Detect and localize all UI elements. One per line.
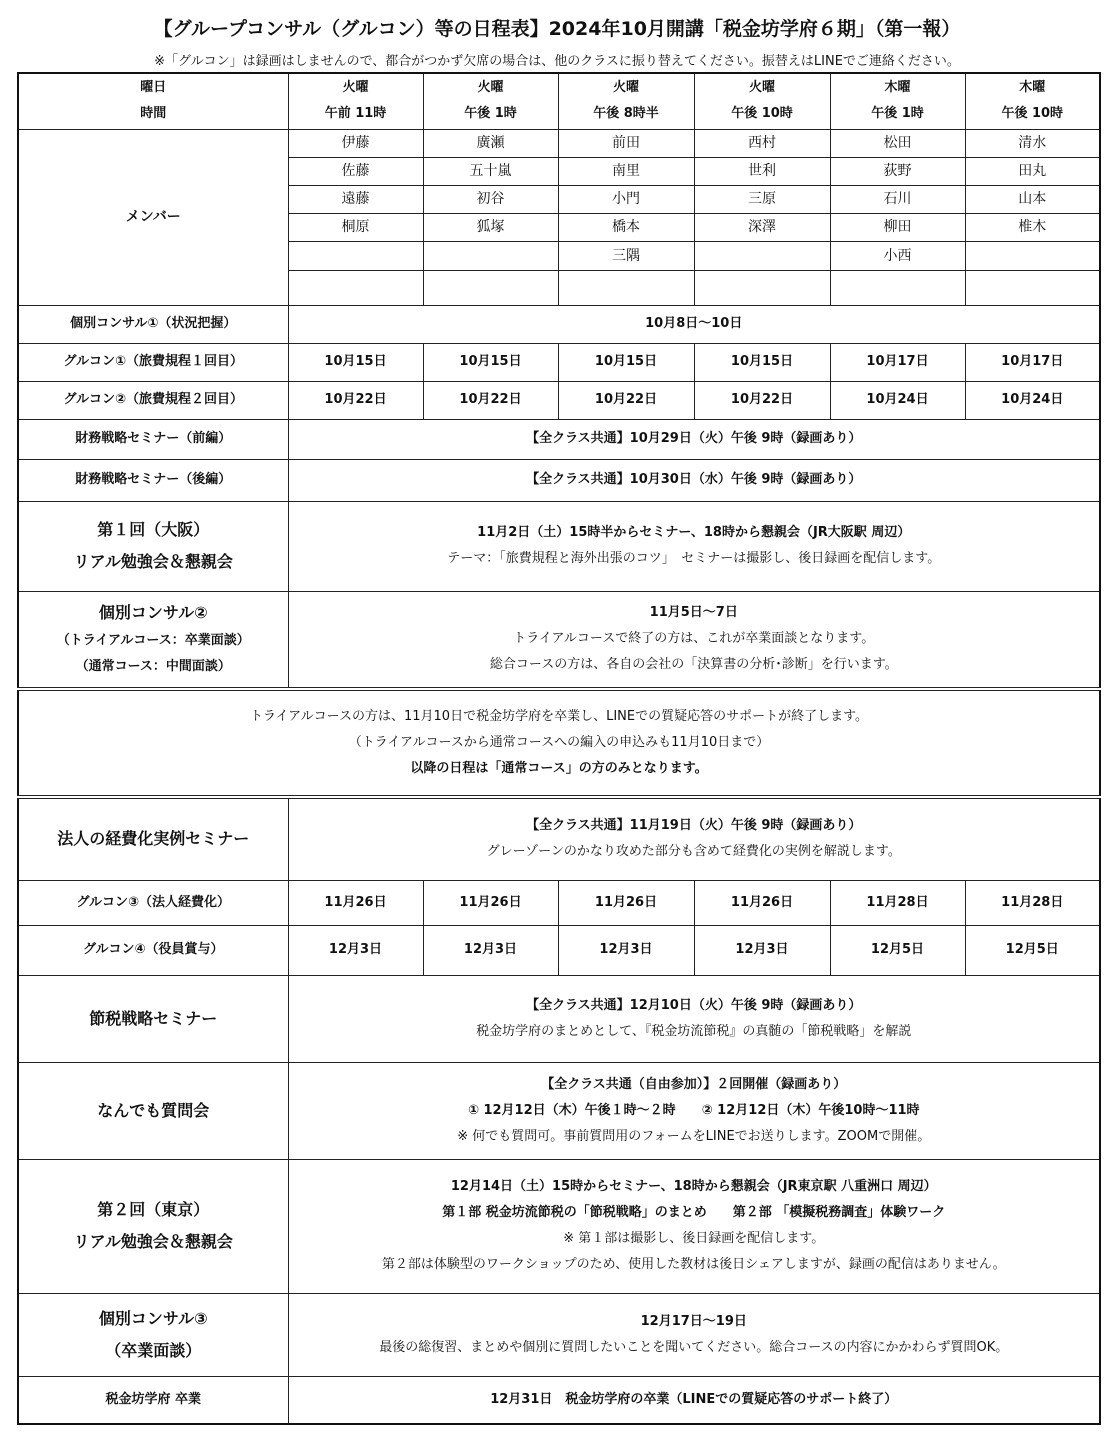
row-kobetsu2 bbox=[18, 591, 1100, 689]
row-label bbox=[18, 1062, 288, 1159]
class-day: 木曜 bbox=[1019, 80, 1046, 96]
row-label bbox=[18, 1293, 288, 1376]
value: 12月31日 税金坊学府の卒業（LINEでの質疑応答のサポート終了） bbox=[490, 1391, 898, 1407]
member-name bbox=[558, 270, 694, 305]
class-header bbox=[830, 73, 965, 129]
member-name: 西村 bbox=[694, 129, 830, 157]
session-date: 10月15日 bbox=[558, 343, 694, 381]
label: （トライアルコース：卒業面談） bbox=[56, 633, 250, 649]
session-date: 11月28日 bbox=[965, 880, 1100, 925]
member-name bbox=[423, 270, 558, 305]
session-date: 11月26日 bbox=[558, 880, 694, 925]
session-date: 12月3日 bbox=[288, 925, 423, 975]
class-day: 火曜 bbox=[342, 80, 369, 96]
session-date: 10月15日 bbox=[423, 343, 558, 381]
member-name: 三隅 bbox=[558, 241, 694, 270]
session-date: 10月22日 bbox=[288, 381, 423, 419]
label: 第１回（大阪） bbox=[97, 520, 210, 539]
row-content bbox=[288, 975, 1100, 1062]
row-label: グルコン①（旅費規程１回目） bbox=[18, 343, 288, 381]
member-name: 小西 bbox=[830, 241, 965, 270]
class-time: 午後 10時 bbox=[731, 106, 793, 122]
session-date: 10月15日 bbox=[694, 343, 830, 381]
member-name: 椎木 bbox=[965, 213, 1100, 241]
member-name: 桐原 bbox=[288, 213, 423, 241]
line: 【全クラス共通】11月19日（火）午後 9時（録画あり） bbox=[526, 818, 862, 834]
line: テーマ：「旅費規程と海外出張のコツ」 セミナーは撮影し、後日録画を配信します。 bbox=[447, 551, 941, 566]
row-content bbox=[288, 591, 1100, 689]
session-date: 11月26日 bbox=[288, 880, 423, 925]
label: 財務戦略セミナー（後編） bbox=[75, 472, 232, 487]
class-header bbox=[423, 73, 558, 129]
row-label bbox=[18, 1159, 288, 1293]
class-header bbox=[558, 73, 694, 129]
member-name: 清水 bbox=[965, 129, 1100, 157]
header-row bbox=[18, 73, 1100, 129]
row-label bbox=[18, 501, 288, 591]
class-day: 木曜 bbox=[884, 80, 911, 96]
session-date: 11月26日 bbox=[423, 880, 558, 925]
day-time-label bbox=[18, 73, 288, 129]
session-date: 10月22日 bbox=[558, 381, 694, 419]
member-name bbox=[288, 270, 423, 305]
line: トライアルコースの方は、11月10日で税金坊学府を卒業し、LINEでの質疑応答のサポートが終了します。 bbox=[249, 709, 869, 724]
label: 個別コンサル③ bbox=[98, 1308, 208, 1328]
session-date: 12月3日 bbox=[558, 925, 694, 975]
recording-note: ※「グルコン」は録画はしませんので、都合がつかず欠席の場合は、他のクラスに振り替えてください。振替えはLINEでご連絡ください。 bbox=[154, 54, 960, 69]
class-day: 火曜 bbox=[748, 80, 775, 96]
member-name: 前田 bbox=[558, 129, 694, 157]
label: 税金坊学府 卒業 bbox=[105, 1391, 202, 1407]
class-time: 午後 1時 bbox=[871, 106, 924, 122]
line: 税金坊学府のまとめとして、『税金坊流節税』の真髄の「節税戦略」を解説 bbox=[476, 1023, 912, 1039]
row-label bbox=[18, 975, 288, 1062]
row-houjin bbox=[18, 797, 1100, 880]
row-sotsugyo bbox=[18, 1376, 1100, 1424]
row-label bbox=[18, 419, 288, 459]
schedule-table bbox=[17, 72, 1101, 1425]
member-name: 荻野 bbox=[830, 157, 965, 185]
label: 個別コンサル② bbox=[98, 603, 208, 623]
trial-notice-row bbox=[18, 689, 1100, 797]
member-name bbox=[830, 270, 965, 305]
member-name: 廣瀬 bbox=[423, 129, 558, 157]
member-name: 山本 bbox=[965, 185, 1100, 213]
line: ※ 第１部は撮影し、後日録画を配信します。 bbox=[563, 1231, 825, 1246]
member-name bbox=[965, 241, 1100, 270]
row-content bbox=[288, 1062, 1100, 1159]
row-label: グルコン②（旅費規程２回目） bbox=[18, 381, 288, 419]
label: 節税戦略セミナー bbox=[89, 1008, 218, 1028]
line: グレーゾーンのかなり攻めた部分も含めて経費化の実例を解説します。 bbox=[486, 844, 901, 860]
line: 最後の総復習、まとめや個別に質問したいことを聞いてください。総合コースの内容にかかわらず質問OK。 bbox=[379, 1339, 1009, 1355]
line: 11月5日～7日 bbox=[649, 605, 738, 621]
line: 第２部は体験型のワークショップのため、使用した教材は後日シェアしますが、録画の配信はありません。 bbox=[381, 1257, 1006, 1272]
row-content bbox=[288, 419, 1100, 459]
session-date: 10月22日 bbox=[423, 381, 558, 419]
row-tokyo bbox=[18, 1159, 1100, 1293]
member-name bbox=[288, 241, 423, 270]
value: 【全クラス共通】10月29日（火）午後 9時（録画あり） bbox=[526, 431, 862, 446]
member-name: 田丸 bbox=[965, 157, 1100, 185]
row-label bbox=[18, 305, 288, 343]
session-date: 11月26日 bbox=[694, 880, 830, 925]
member-name: 柳田 bbox=[830, 213, 965, 241]
line: 【全クラス共通】12月10日（火）午後 9時（録画あり） bbox=[526, 997, 862, 1013]
time-label: 時間 bbox=[140, 106, 167, 122]
line: 以降の日程は「通常コース」の方のみとなります。 bbox=[410, 761, 708, 776]
member-name: 橋本 bbox=[558, 213, 694, 241]
row-gurucon3 bbox=[18, 880, 1100, 925]
label: 個別コンサル①（状況把握） bbox=[70, 316, 237, 331]
member-name: 五十嵐 bbox=[423, 157, 558, 185]
member-name: 松田 bbox=[830, 129, 965, 157]
line: 12月14日（土）15時からセミナー、18時から懇親会（JR東京駅 八重洲口 周辺） bbox=[450, 1179, 937, 1194]
member-name: 石川 bbox=[830, 185, 965, 213]
row-content bbox=[288, 501, 1100, 591]
session-date: 10月22日 bbox=[694, 381, 830, 419]
member-name: 三原 bbox=[694, 185, 830, 213]
row-content bbox=[288, 1293, 1100, 1376]
class-time: 午後 10時 bbox=[1001, 106, 1064, 122]
row-label: グルコン③（法人経費化） bbox=[18, 880, 288, 925]
session-date: 12月3日 bbox=[694, 925, 830, 975]
value: 10月8日～10日 bbox=[645, 316, 743, 331]
session-date: 10月17日 bbox=[830, 343, 965, 381]
row-content bbox=[288, 459, 1100, 501]
session-date: 10月15日 bbox=[288, 343, 423, 381]
member-name: 狐塚 bbox=[423, 213, 558, 241]
label: リアル勉強会＆懇親会 bbox=[73, 552, 233, 571]
member-name: 世利 bbox=[694, 157, 830, 185]
row-label bbox=[18, 797, 288, 880]
session-date: 12月3日 bbox=[423, 925, 558, 975]
row-gurucon1 bbox=[18, 343, 1100, 381]
class-time: 午前 11時 bbox=[324, 106, 387, 122]
trial-notice bbox=[18, 689, 1100, 797]
member-name: 小門 bbox=[558, 185, 694, 213]
label: リアル勉強会＆懇親会 bbox=[73, 1232, 233, 1251]
row-setsuzei bbox=[18, 975, 1100, 1062]
class-header bbox=[965, 73, 1100, 129]
value: 【全クラス共通】10月30日（水）午後 9時（録画あり） bbox=[526, 472, 862, 487]
member-name: 伊藤 bbox=[288, 129, 423, 157]
line: ① 12月12日（木）午後１時～２時 ② 12月12日（木）午後10時～11時 bbox=[467, 1102, 920, 1118]
class-day: 火曜 bbox=[477, 80, 504, 96]
label: （卒業面談） bbox=[105, 1340, 202, 1360]
line: 総合コースの方は、各自の会社の「決算書の分析･診断」を行います。 bbox=[489, 657, 898, 673]
session-date: 12月5日 bbox=[830, 925, 965, 975]
row-zaimu2 bbox=[18, 459, 1100, 501]
row-gurucon2 bbox=[18, 381, 1100, 419]
label: 財務戦略セミナー（前編） bbox=[75, 431, 232, 446]
label: 第２回（東京） bbox=[97, 1200, 210, 1219]
session-date: 12月5日 bbox=[965, 925, 1100, 975]
row-content bbox=[288, 1376, 1100, 1424]
session-date: 11月28日 bbox=[830, 880, 965, 925]
line: 【全クラス共通（自由参加）】２回開催（録画あり） bbox=[541, 1076, 847, 1092]
row-content bbox=[288, 1159, 1100, 1293]
day-label: 曜日 bbox=[140, 80, 167, 96]
member-name: 初谷 bbox=[423, 185, 558, 213]
row-kobetsu3 bbox=[18, 1293, 1100, 1376]
members-label: メンバー bbox=[18, 129, 288, 305]
row-label bbox=[18, 459, 288, 501]
line: （トライアルコースから通常コースへの編入の申込みも11月10日まで） bbox=[348, 735, 770, 750]
class-header bbox=[288, 73, 423, 129]
line: トライアルコースで終了の方は、これが卒業面談となります。 bbox=[513, 631, 875, 647]
member-name bbox=[965, 270, 1100, 305]
member-name: 南里 bbox=[558, 157, 694, 185]
row-zaimu1 bbox=[18, 419, 1100, 459]
member-name bbox=[694, 270, 830, 305]
class-time: 午後 1時 bbox=[464, 106, 517, 122]
page-title: 【グループコンサル（グルコン）等の日程表】2024年10月開講「税金坊学府６期」（第一報） bbox=[153, 18, 961, 40]
member-name bbox=[694, 241, 830, 270]
class-time: 午後 8時半 bbox=[593, 106, 659, 122]
member-name: 佐藤 bbox=[288, 157, 423, 185]
line: 12月17日～19日 bbox=[640, 1313, 747, 1329]
member-name: 深澤 bbox=[694, 213, 830, 241]
line: 11月2日（土）15時半からセミナー、18時から懇親会（JR大阪駅 周辺） bbox=[477, 525, 911, 540]
label: 法人の経費化実例セミナー bbox=[57, 829, 250, 849]
session-date: 10月24日 bbox=[965, 381, 1100, 419]
line: ※ 何でも質問可。事前質問用のフォームをLINEでお送りします。ZOOMで開催。 bbox=[457, 1128, 931, 1144]
row-kobetsu1 bbox=[18, 305, 1100, 343]
class-day: 火曜 bbox=[612, 80, 639, 96]
line: 第１部 税金坊流節税の「節税戦略」のまとめ 第２部 「模擬税務調査」体験ワーク bbox=[442, 1205, 946, 1220]
class-header bbox=[694, 73, 830, 129]
row-content bbox=[288, 797, 1100, 880]
label: なんでも質問会 bbox=[97, 1100, 210, 1120]
row-label bbox=[18, 1376, 288, 1424]
row-content bbox=[288, 305, 1100, 343]
row-osaka bbox=[18, 501, 1100, 591]
session-date: 10月17日 bbox=[965, 343, 1100, 381]
row-qa bbox=[18, 1062, 1100, 1159]
member-row bbox=[18, 129, 1100, 157]
member-name bbox=[423, 241, 558, 270]
row-label: グルコン④（役員賞与） bbox=[18, 925, 288, 975]
row-gurucon4 bbox=[18, 925, 1100, 975]
member-name: 遠藤 bbox=[288, 185, 423, 213]
session-date: 10月24日 bbox=[830, 381, 965, 419]
label: （通常コース：中間面談） bbox=[75, 659, 231, 675]
row-label bbox=[18, 591, 288, 689]
